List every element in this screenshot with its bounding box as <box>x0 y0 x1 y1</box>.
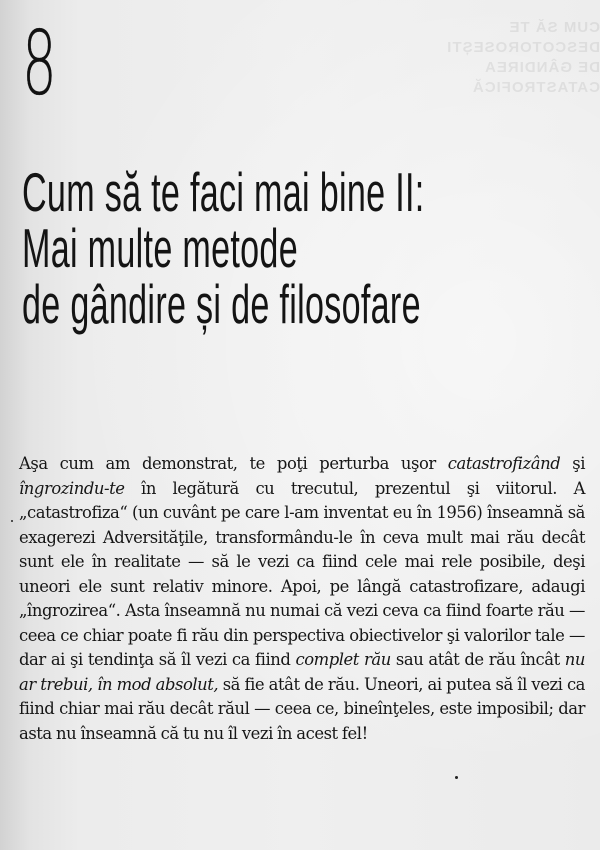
chapter-number: 8 <box>22 12 57 115</box>
chapter-title-line-2: Mai multe metode <box>22 217 298 279</box>
show-through-text: CUM SĂ TE DESCOTOROSEȘTI DE GÂNDIREA CATASTROFICĂ <box>446 19 600 96</box>
print-speck <box>11 520 13 522</box>
body-text-segment: să fie atât de rău. Uneori, ai putea să îl vezi ca fiind chiar mai rău decât răul — ceea ce, bineînţeles, este imposibil; dar asta nu înseamnă că tu nu îl vezi în acest fel! <box>19 674 585 743</box>
print-speck <box>455 776 458 779</box>
body-text-segment: Aşa cum am demonstrat, te poţi perturba uşor <box>19 454 448 473</box>
body-text-segment: şi <box>560 454 585 473</box>
chapter-title <box>22 161 580 335</box>
body-text-italic: nu ar trebui, în mod absolut, <box>19 650 586 694</box>
body-text-segment: în legătură cu trecutul, prezentul şi viitorul. A „catastrofiza“ (un cuvânt pe care l-am inventat eu în 1956) înseamnă să exagerezi Adversităţile, transformându-le în ceva mult mai rău decât sunt ele în realitate — să le vezi ca fiind cele mai rele posibile, deşi uneori ele sunt relativ minore. Apoi, pe lângă catastrofizare, adaugi „îngrozirea“. Asta înseamnă nu numai că vezi ceva ca fiind foarte rău — ceea ce chiar poate fi rău din perspectiva obiectivelor şi valorilor tale — dar ai şi tendinţa să îl vezi ca fiind <box>19 478 585 669</box>
chapter-title-line-1: Cum să te faci mai bine II: <box>22 161 425 223</box>
body-paragraph <box>19 452 585 746</box>
body-text-segment: sau atât de rău încât <box>390 650 565 669</box>
body-text-italic: îngrozindu-te <box>19 478 125 498</box>
body-text-italic: complet rău <box>295 650 391 669</box>
body-text-italic: catastrofizând <box>447 454 561 473</box>
chapter-title-line-3: de gândire și de filosofare <box>22 273 421 335</box>
